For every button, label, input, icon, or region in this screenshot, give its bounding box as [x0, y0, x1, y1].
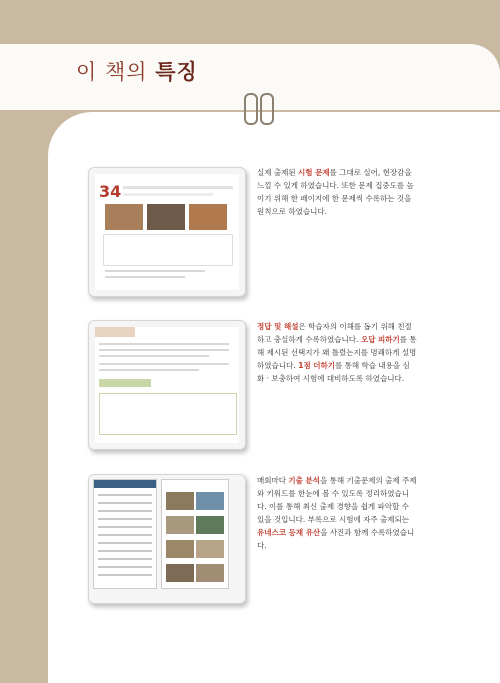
heritage-page: [161, 479, 229, 589]
choice-box: [103, 234, 233, 266]
photo: [147, 204, 185, 230]
sample-page-answer: [88, 320, 246, 450]
text-line: [105, 276, 185, 278]
analysis-header: [94, 480, 156, 488]
page-title: [76, 56, 198, 86]
row: [98, 558, 152, 560]
feature-text: 매회마다: [257, 476, 289, 485]
photo: [105, 204, 143, 230]
text-line: [99, 343, 229, 345]
feature-highlight: 유네스코 등재 유산: [257, 528, 321, 537]
row: [98, 534, 152, 536]
feature-highlight: 오답 피하기: [358, 335, 400, 344]
text-line: [99, 369, 199, 371]
feature-highlight: 시험 문제: [298, 168, 330, 177]
feature-text: 은 학습자의 이해를 돕기 위해 친절하고 충실하게 수록하였습니다.: [257, 322, 412, 344]
row: [98, 566, 152, 568]
binder-ring-icon: [244, 93, 258, 125]
tab: [95, 327, 135, 337]
feature-text: 를 그대로 실어, 현장감을 느낄 수 있게 하였습니다. 또한 문제 집중도를 높이기 위해 한 페이지에 한 문제씩 수록하는 것을 원칙으로 하였습니다.: [257, 168, 414, 216]
feature-text: 실제 출제된: [257, 168, 298, 177]
sample-page-question: [88, 167, 246, 297]
row: [98, 526, 152, 528]
heritage-photo: [166, 540, 194, 558]
heritage-photo: [196, 492, 224, 510]
row: [98, 502, 152, 504]
feature-text: 를 통해 학습 내용을 심화 · 보충하여 시험에 대비하도록 하였습니다.: [257, 361, 410, 383]
text-line: [123, 186, 233, 189]
feature-highlight: 1점 더하기: [295, 361, 336, 370]
title-prefix: 이 책의: [76, 60, 156, 84]
sample-page-analysis: [88, 474, 246, 604]
feature-2-description: [257, 320, 417, 385]
text-line: [99, 355, 209, 357]
answer-table: [99, 393, 237, 435]
text-line: [105, 270, 205, 272]
binder-ring-icon: [260, 93, 274, 125]
heritage-photo: [166, 492, 194, 510]
heritage-photo: [196, 516, 224, 534]
title-bold: 특징: [155, 60, 198, 84]
feature-text: 를 통해 제시된 선택지가 왜 틀렸는지를 명쾌하게 설명하였습니다.: [257, 335, 417, 370]
section-header: [99, 379, 151, 387]
row: [98, 574, 152, 576]
row: [98, 494, 152, 496]
photo: [189, 204, 227, 230]
feature-highlight: 기출 분석: [288, 476, 320, 485]
feature-3-description: [257, 474, 417, 552]
heritage-photo: [166, 564, 194, 582]
text-line: [99, 349, 229, 351]
feature-text: 을 사진과 함께 수록하였습니다.: [257, 528, 415, 550]
feature-text: 을 통해 기출문제의 출제 주제와 키워드를 한눈에 볼 수 있도록 정리하였습니다. 이를 통해 최신 출제 경향을 쉽게 파악할 수 있을 것입니다. 부록으로 시험에 자주 출제되는: [257, 476, 417, 524]
text-line: [99, 363, 229, 365]
feature-1-description: [257, 166, 417, 218]
question-number: 34: [99, 182, 122, 201]
row: [98, 518, 152, 520]
heritage-photo: [166, 516, 194, 534]
row: [98, 510, 152, 512]
heritage-photo: [196, 564, 224, 582]
analysis-page: [93, 479, 157, 589]
heritage-photo: [196, 540, 224, 558]
feature-highlight: 정답 및 해설: [257, 322, 299, 331]
text-line: [123, 193, 213, 196]
row: [98, 542, 152, 544]
row: [98, 550, 152, 552]
